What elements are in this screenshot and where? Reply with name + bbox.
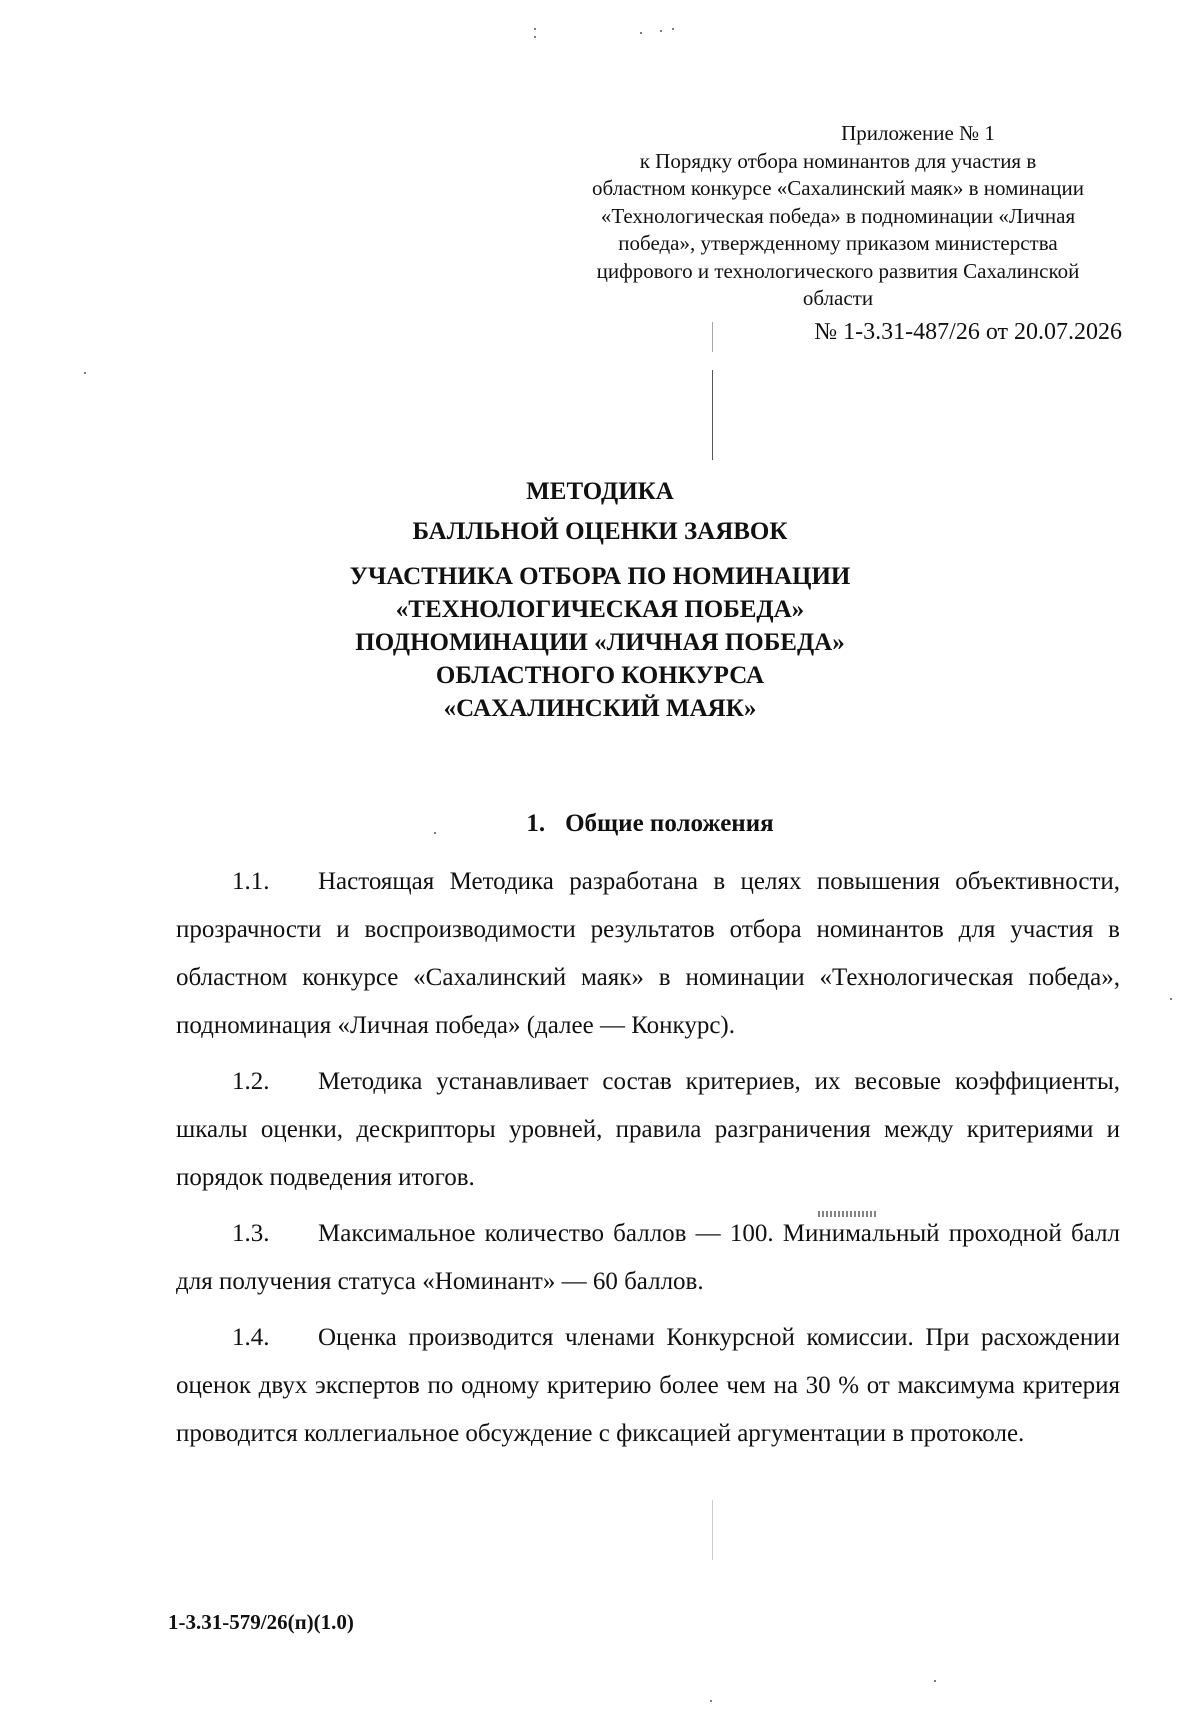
appendix-line: победа», утвержденному приказом министерства bbox=[618, 231, 1058, 255]
paragraph-number: 1.4. bbox=[232, 1324, 270, 1351]
paragraph-number: 1.3. bbox=[232, 1220, 270, 1247]
scan-dot-artifact bbox=[1170, 998, 1172, 1000]
title-line: «ТЕХНОЛОГИЧЕСКАЯ ПОБЕДА» bbox=[395, 596, 805, 623]
paragraph-text: Методика устанавливает состав критериев, их весовые коэффициенты, шкалы оценки, дескрипторы уровней, правила разграничения между критериями и порядок подведения итогов. bbox=[176, 1068, 1120, 1191]
scan-dot-artifact bbox=[934, 1680, 936, 1682]
scan-dot-artifact bbox=[672, 28, 674, 30]
scan-dot-artifact bbox=[534, 28, 536, 30]
title-line: МЕТОДИКА bbox=[526, 478, 674, 505]
section-title: Общие положения bbox=[565, 810, 774, 837]
appendix-line: области bbox=[802, 286, 874, 310]
title-line: ПОДНОМИНАЦИИ «ЛИЧНАЯ ПОБЕДА» bbox=[355, 629, 845, 656]
paragraph bbox=[176, 858, 1120, 1050]
section-body bbox=[176, 858, 1120, 1466]
paragraph-text: Максимальное количество баллов — 100. Минимальный проходной балл для получения статуса «Номинант» — 60 баллов. bbox=[176, 1220, 1120, 1295]
title-line: БАЛЛЬНОЙ ОЦЕНКИ ЗАЯВОК bbox=[412, 518, 788, 545]
document-title bbox=[250, 472, 950, 725]
appendix-line: областном конкурсе «Сахалинский маяк» в номинации bbox=[592, 176, 1084, 200]
appendix-header bbox=[548, 120, 1128, 346]
paragraph-text: Оценка производится членами Конкурсной комиссии. При расхождении оценок двух экспертов по одному критерию более чем на 30 % от максимума критерия проводится коллегиальное обсуждение с фиксацией аргументации в протоколе. bbox=[176, 1324, 1120, 1447]
appendix-line: «Технологическая победа» в подноминации «Личная bbox=[600, 203, 1076, 228]
paragraph bbox=[176, 1314, 1120, 1458]
paragraph-text: Настоящая Методика разработана в целях повышения объективности, прозрачности и воспроизводимости результатов отбора номинантов для участия в областном конкурсе «Сахалинский маяк» в номинации «Технологическая победа», подноминация «Личная победа» (далее — Конкурс). bbox=[176, 868, 1120, 1039]
scan-dot-artifact bbox=[710, 1700, 712, 1702]
paragraph bbox=[176, 1058, 1120, 1202]
appendix-line: Приложение № 1 bbox=[841, 121, 995, 145]
scan-line-artifact bbox=[712, 370, 713, 460]
paragraph-number: 1.1. bbox=[232, 868, 270, 895]
scan-dot-artifact bbox=[534, 36, 536, 38]
section-number: 1. bbox=[526, 810, 546, 837]
title-line: «САХАЛИНСКИЙ МАЯК» bbox=[443, 695, 757, 722]
appendix-line: к Порядку отбора номинантов для участия в bbox=[639, 148, 1037, 173]
order-reference: № 1-3.31-487/26 от 20.07.2026 bbox=[814, 318, 1122, 345]
section-heading bbox=[180, 810, 1120, 838]
appendix-line: цифрового и технологического развития Сахалинской bbox=[596, 258, 1080, 283]
paragraph bbox=[176, 1210, 1120, 1306]
scan-line-artifact bbox=[712, 1500, 713, 1560]
scan-dot-artifact bbox=[84, 372, 86, 374]
scan-dot-artifact bbox=[640, 32, 642, 34]
scan-dot-artifact bbox=[660, 30, 662, 32]
paragraph-number: 1.2. bbox=[232, 1068, 270, 1095]
document-code: 1-3.31-579/26(п)(1.0) bbox=[168, 1610, 354, 1634]
title-line: ОБЛАСТНОГО КОНКУРСА bbox=[435, 662, 765, 689]
title-line: УЧАСТНИКА ОТБОРА ПО НОМИНАЦИИ bbox=[349, 563, 851, 590]
